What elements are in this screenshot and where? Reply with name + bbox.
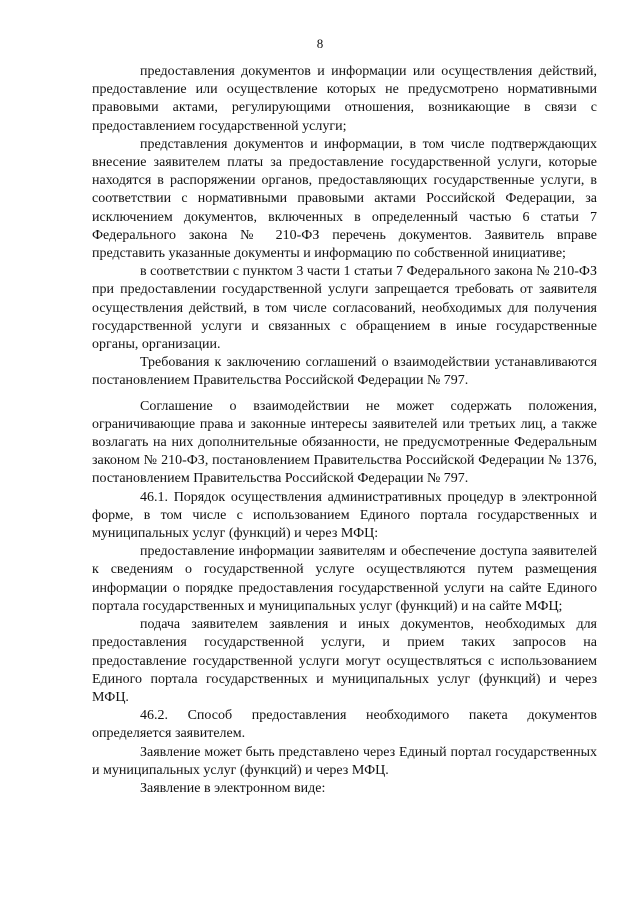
paragraph-46-2: 46.2. Способ предоставления необходимого пакета документов определяется заявителем.	[92, 708, 597, 742]
document-body	[92, 63, 597, 798]
paragraph-electronic-application: Заявление в электронном виде:	[140, 780, 326, 796]
paragraph-agreement-requirements: Требования к заключению соглашений о взаимодействии устанавливаются постановлением Правительства Российской Федерации № 797.	[92, 355, 597, 389]
page-number: 8	[316, 36, 324, 51]
paragraph-documents-in-possession: представления документов и информации, в том числе подтверждающих внесение заявителем платы за предоставление государственной услуги, которые находятся в распоряжении органов, предоставляющих государственные услуги, в соответствии с нормативными правовыми актами Российской Федерации, за исключением документов, включенных в определенный частью 6 статьи 7 Федерального закона № 210-ФЗ перечень документов. Заявитель вправе представить указанные документы и информацию по собственной инициативе;	[92, 136, 597, 262]
paragraph-information-access: предоставление информации заявителям и обеспечение доступа заявителей к сведениям о государственной услуге осуществляются путем размещения информации о порядке предоставления государственной услуги на сайте Единого портала государственных и муниципальных услуг (функций) и на сайте МФЦ;	[92, 544, 597, 614]
paragraph-application-channels: Заявление может быть представлено через Единый портал государственных и муниципальных услуг (функций) и через МФЦ.	[92, 744, 597, 778]
paragraph-46-1: 46.1. Порядок осуществления административных процедур в электронной форме, в том числе с использованием Единого портала государственных и муниципальных услуг (функций) и через МФЦ:	[92, 489, 597, 542]
paragraph-article-7-prohibition: в соответствии с пунктом 3 части 1 статьи 7 Федерального закона № 210-ФЗ при предоставлении государственной услуги запрещается требовать от заявителя осуществления действий, в том числе согласований, необходимых для получения государственной услуги и связанных с обращением в иные государственные органы, организации.	[92, 264, 597, 353]
paragraph-unnecessary-actions: предоставления документов и информации или осуществления действий, предоставление или осуществление которых не предусмотрено нормативными правовыми актами, регулирующими отношения, возникающие в связи с предоставлением государственной услуги;	[92, 64, 597, 134]
paragraph-agreement-restrictions: Соглашение о взаимодействии не может содержать положения, ограничивающие права и законные интересы заявителей или третьих лиц, а также возлагать на них дополнительные обязанности, не предусмотренные Федеральным законом № 210-ФЗ, постановлением Правительства Российской Федерации № 1376, постановлением Правительства Российской Федерации № 797.	[92, 398, 597, 487]
paragraph-application-submission: подача заявителем заявления и иных документов, необходимых для предоставления государственной услуги, и прием таких запросов на предоставление государственной услуги могут осуществляться с использованием Единого портала государственных и муниципальных услуг (функций) и через МФЦ.	[92, 617, 597, 705]
